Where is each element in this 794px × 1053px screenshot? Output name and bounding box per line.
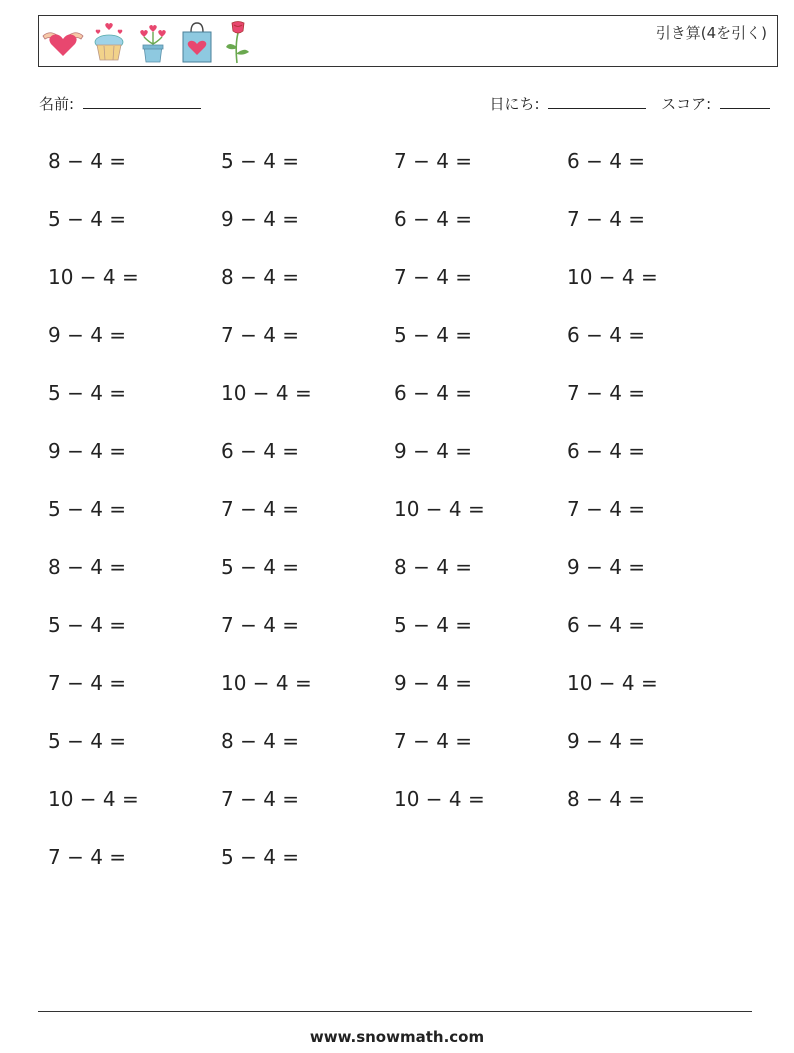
problem-item: 7 − 4 = bbox=[567, 381, 646, 405]
problem-item: 7 − 4 = bbox=[567, 207, 646, 231]
footer-url: www.snowmath.com bbox=[309, 1028, 485, 1046]
problem-item: 5 − 4 = bbox=[394, 613, 473, 637]
problem-item: 10 − 4 = bbox=[567, 671, 658, 695]
problem-item: 6 − 4 = bbox=[567, 149, 646, 173]
problem-item: 9 − 4 = bbox=[48, 439, 127, 463]
problem-item: 6 − 4 = bbox=[394, 381, 473, 405]
problem-item: 5 − 4 = bbox=[221, 845, 300, 869]
problem-item: 7 − 4 = bbox=[221, 497, 300, 521]
problem-item: 7 − 4 = bbox=[48, 671, 127, 695]
problem-item: 6 − 4 = bbox=[567, 439, 646, 463]
footer-divider bbox=[38, 1011, 752, 1012]
problem-item: 9 − 4 = bbox=[567, 729, 646, 753]
name-blank[interactable] bbox=[83, 94, 201, 109]
problem-item: 10 − 4 = bbox=[48, 787, 139, 811]
problem-item: 5 − 4 = bbox=[394, 323, 473, 347]
problem-item: 5 − 4 = bbox=[48, 381, 127, 405]
score-blank[interactable] bbox=[720, 94, 770, 109]
score-label: スコア: bbox=[661, 95, 712, 113]
date-blank[interactable] bbox=[548, 94, 646, 109]
rose-icon bbox=[221, 19, 255, 65]
heart-cupcake-icon bbox=[89, 20, 129, 64]
problem-item: 9 − 4 = bbox=[394, 439, 473, 463]
problem-item: 6 − 4 = bbox=[221, 439, 300, 463]
problem-item: 10 − 4 = bbox=[394, 497, 485, 521]
problem-item: 5 − 4 = bbox=[221, 555, 300, 579]
problem-item: 5 − 4 = bbox=[48, 497, 127, 521]
problem-item: 10 − 4 = bbox=[221, 381, 312, 405]
problem-item: 10 − 4 = bbox=[394, 787, 485, 811]
date-label: 日にち: bbox=[489, 95, 540, 113]
problem-item: 8 − 4 = bbox=[48, 149, 127, 173]
problem-item: 7 − 4 = bbox=[221, 323, 300, 347]
problem-item: 10 − 4 = bbox=[567, 265, 658, 289]
problem-item: 9 − 4 = bbox=[567, 555, 646, 579]
problem-item: 9 − 4 = bbox=[221, 207, 300, 231]
problem-item: 9 − 4 = bbox=[48, 323, 127, 347]
problem-item: 10 − 4 = bbox=[48, 265, 139, 289]
problem-item: 7 − 4 = bbox=[221, 787, 300, 811]
problem-grid bbox=[48, 142, 748, 896]
worksheet-title: 引き算(4を引く) bbox=[655, 24, 767, 42]
problem-item: 7 − 4 = bbox=[394, 729, 473, 753]
problem-item: 6 − 4 = bbox=[567, 323, 646, 347]
problem-item: 7 − 4 = bbox=[48, 845, 127, 869]
problem-item: 7 − 4 = bbox=[221, 613, 300, 637]
problem-item: 10 − 4 = bbox=[221, 671, 312, 695]
date-score-row bbox=[490, 93, 770, 114]
problem-item: 8 − 4 = bbox=[221, 265, 300, 289]
problem-item: 6 − 4 = bbox=[567, 613, 646, 637]
heart-shopping-bag-icon bbox=[177, 20, 217, 64]
icon-strip bbox=[41, 19, 255, 65]
problem-item: 8 − 4 = bbox=[221, 729, 300, 753]
winged-heart-icon bbox=[41, 22, 85, 62]
problem-item: 5 − 4 = bbox=[48, 613, 127, 637]
heart-plant-pot-icon bbox=[133, 20, 173, 64]
problem-item: 5 − 4 = bbox=[48, 207, 127, 231]
problem-item: 6 − 4 = bbox=[394, 207, 473, 231]
name-label: 名前: bbox=[39, 95, 75, 113]
header-box bbox=[38, 15, 778, 67]
problem-item: 7 − 4 = bbox=[394, 265, 473, 289]
name-field-row bbox=[39, 93, 201, 114]
problem-item: 8 − 4 = bbox=[394, 555, 473, 579]
problem-item: 5 − 4 = bbox=[48, 729, 127, 753]
problem-item: 9 − 4 = bbox=[394, 671, 473, 695]
problem-item: 8 − 4 = bbox=[48, 555, 127, 579]
problem-item: 8 − 4 = bbox=[567, 787, 646, 811]
problem-item: 7 − 4 = bbox=[567, 497, 646, 521]
problem-item: 7 − 4 = bbox=[394, 149, 473, 173]
problem-item: 5 − 4 = bbox=[221, 149, 300, 173]
